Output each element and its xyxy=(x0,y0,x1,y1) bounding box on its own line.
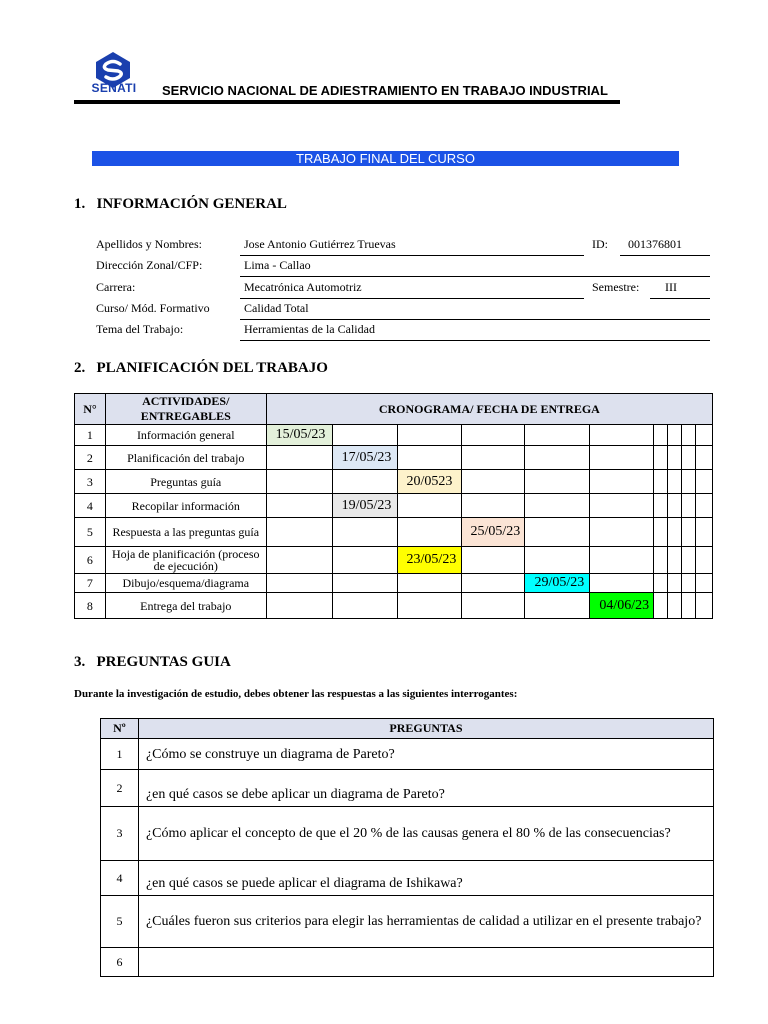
schedule-empty-cell xyxy=(332,547,397,574)
tema-label: Tema del Trabajo: xyxy=(96,322,184,336)
schedule-empty-cell xyxy=(668,547,682,574)
schedule-row-activity: Información general xyxy=(105,425,266,446)
schedule-empty-cell xyxy=(332,425,397,446)
nombres-underline xyxy=(240,255,584,256)
logo-text: SENATI xyxy=(91,81,137,95)
question-num: 2 xyxy=(101,770,139,807)
schedule-empty-cell xyxy=(654,470,668,494)
schedule-empty-cell xyxy=(682,494,696,518)
schedule-empty-cell xyxy=(696,547,713,574)
question-num: 1 xyxy=(101,739,139,770)
schedule-empty-cell xyxy=(590,574,654,593)
org-name: SERVICIO NACIONAL DE ADIESTRAMIENTO EN TRABAJO INDUSTRIAL xyxy=(162,83,608,98)
schedule-empty-cell xyxy=(525,593,590,619)
id-underline xyxy=(620,255,710,256)
schedule-empty-cell xyxy=(682,518,696,547)
schedule-empty-cell xyxy=(696,470,713,494)
schedule-row xyxy=(75,574,713,593)
question-row xyxy=(101,807,714,861)
question-num: 4 xyxy=(101,861,139,896)
schedule-date-cell: 15/05/23 xyxy=(266,425,332,446)
id-label: ID: xyxy=(592,237,608,251)
schedule-empty-cell xyxy=(397,425,461,446)
schedule-empty-cell xyxy=(525,547,590,574)
schedule-empty-cell xyxy=(397,446,461,470)
schedule-empty-cell xyxy=(668,425,682,446)
nombres-value: Jose Antonio Gutiérrez Truevas xyxy=(244,237,396,251)
schedule-row-num: 6 xyxy=(75,547,106,574)
schedule-empty-cell xyxy=(397,518,461,547)
tema-value: Herramientas de la Calidad xyxy=(244,322,375,336)
schedule-empty-cell xyxy=(682,446,696,470)
question-text: ¿Cuáles fueron sus criterios para elegir las herramientas de calidad a utilizar en el presente trabajo? xyxy=(138,896,713,948)
schedule-row-activity: Planificación del trabajo xyxy=(105,446,266,470)
schedule-empty-cell xyxy=(266,494,332,518)
schedule-date-cell: 04/06/23 xyxy=(590,593,654,619)
schedule-empty-cell xyxy=(525,446,590,470)
schedule-empty-cell xyxy=(696,593,713,619)
schedule-empty-cell xyxy=(525,518,590,547)
schedule-empty-cell xyxy=(332,574,397,593)
schedule-empty-cell xyxy=(682,574,696,593)
schedule-empty-cell xyxy=(696,425,713,446)
header-divider xyxy=(74,100,620,104)
schedule-empty-cell xyxy=(332,593,397,619)
schedule-row xyxy=(75,593,713,619)
schedule-row-num: 8 xyxy=(75,593,106,619)
questions-table xyxy=(100,718,714,977)
schedule-row-activity: Respuesta a las preguntas guía xyxy=(105,518,266,547)
schedule-empty-cell xyxy=(525,470,590,494)
carrera-label: Carrera: xyxy=(96,280,136,294)
schedule-row xyxy=(75,446,713,470)
schedule-row-num: 4 xyxy=(75,494,106,518)
schedule-empty-cell xyxy=(397,494,461,518)
schedule-row-activity: Dibujo/esquema/diagrama xyxy=(105,574,266,593)
carrera-value: Mecatrónica Automotriz xyxy=(244,280,362,294)
schedule-empty-cell xyxy=(397,593,461,619)
schedule-empty-cell xyxy=(332,470,397,494)
schedule-row xyxy=(75,547,713,574)
schedule-empty-cell xyxy=(590,446,654,470)
question-row xyxy=(101,770,714,807)
schedule-empty-cell xyxy=(590,518,654,547)
schedule-empty-cell xyxy=(654,547,668,574)
question-text: ¿en qué casos se debe aplicar un diagrama de Pareto? xyxy=(138,770,713,807)
schedule-empty-cell xyxy=(397,574,461,593)
schedule-date-cell: 20/0523 xyxy=(397,470,461,494)
schedule-empty-cell xyxy=(525,494,590,518)
schedule-empty-cell xyxy=(668,470,682,494)
zonal-label: Dirección Zonal/CFP: xyxy=(96,258,203,272)
schedule-empty-cell xyxy=(332,518,397,547)
schedule-empty-cell xyxy=(654,446,668,470)
section-3-title: 3. PREGUNTAS GUIA xyxy=(74,654,231,670)
schedule-row-num: 7 xyxy=(75,574,106,593)
schedule-empty-cell xyxy=(696,518,713,547)
schedule-empty-cell xyxy=(461,547,525,574)
schedule-empty-cell xyxy=(654,494,668,518)
schedule-empty-cell xyxy=(525,425,590,446)
schedule-row-num: 5 xyxy=(75,518,106,547)
schedule-empty-cell xyxy=(668,574,682,593)
questions-header-num: Nº xyxy=(101,719,139,739)
schedule-empty-cell xyxy=(696,574,713,593)
id-value: 001376801 xyxy=(628,237,682,251)
question-text: ¿Cómo aplicar el concepto de que el 20 % de las causas genera el 80 % de las consecuencias? xyxy=(138,807,713,861)
schedule-empty-cell xyxy=(266,547,332,574)
schedule-empty-cell xyxy=(266,470,332,494)
schedule-row xyxy=(75,518,713,547)
schedule-header-num: N° xyxy=(75,394,106,425)
schedule-empty-cell xyxy=(682,593,696,619)
question-row xyxy=(101,861,714,896)
schedule-header-activity: ACTIVIDADES/ ENTREGABLES xyxy=(105,394,266,425)
curso-value: Calidad Total xyxy=(244,301,309,315)
schedule-date-cell: 29/05/23 xyxy=(525,574,590,593)
semestre-value: III xyxy=(665,280,677,294)
question-text: ¿en qué casos se puede aplicar el diagrama de Ishikawa? xyxy=(138,861,713,896)
schedule-date-cell: 23/05/23 xyxy=(397,547,461,574)
zonal-underline xyxy=(240,276,710,277)
schedule-row-activity: Entrega del trabajo xyxy=(105,593,266,619)
schedule-empty-cell xyxy=(668,446,682,470)
section-2-title: 2. PLANIFICACIÓN DEL TRABAJO xyxy=(74,360,328,376)
schedule-empty-cell xyxy=(590,425,654,446)
schedule-empty-cell xyxy=(654,574,668,593)
question-row xyxy=(101,739,714,770)
curso-label: Curso/ Mód. Formativo xyxy=(96,301,210,315)
schedule-empty-cell xyxy=(668,518,682,547)
question-row xyxy=(101,948,714,977)
schedule-empty-cell xyxy=(266,446,332,470)
schedule-empty-cell xyxy=(266,574,332,593)
schedule-empty-cell xyxy=(266,593,332,619)
semestre-label: Semestre: xyxy=(592,280,640,294)
schedule-empty-cell xyxy=(654,518,668,547)
schedule-empty-cell xyxy=(682,547,696,574)
schedule-empty-cell xyxy=(461,470,525,494)
schedule-empty-cell xyxy=(590,470,654,494)
schedule-empty-cell xyxy=(654,593,668,619)
schedule-header-cronograma: CRONOGRAMA/ FECHA DE ENTREGA xyxy=(266,394,712,425)
schedule-row-activity: Recopilar información xyxy=(105,494,266,518)
document-title-banner: TRABAJO FINAL DEL CURSO xyxy=(92,151,679,166)
schedule-empty-cell xyxy=(682,470,696,494)
schedule-row-activity: Hoja de planificación (proceso de ejecución) xyxy=(105,547,266,574)
schedule-empty-cell xyxy=(668,593,682,619)
schedule-empty-cell xyxy=(461,494,525,518)
section-3-intro: Durante la investigación de estudio, debes obtener las respuestas a las siguientes interrogantes: xyxy=(74,688,518,700)
schedule-row-num: 1 xyxy=(75,425,106,446)
schedule-date-cell: 25/05/23 xyxy=(461,518,525,547)
schedule-empty-cell xyxy=(668,494,682,518)
tema-underline xyxy=(240,340,710,341)
schedule-row-num: 3 xyxy=(75,470,106,494)
question-num: 5 xyxy=(101,896,139,948)
schedule-empty-cell xyxy=(461,574,525,593)
schedule-empty-cell xyxy=(696,494,713,518)
zonal-value: Lima - Callao xyxy=(244,258,311,272)
schedule-empty-cell xyxy=(590,547,654,574)
schedule-row xyxy=(75,470,713,494)
carrera-underline xyxy=(240,298,584,299)
schedule-empty-cell xyxy=(590,494,654,518)
schedule-row xyxy=(75,425,713,446)
curso-underline xyxy=(240,319,710,320)
schedule-empty-cell xyxy=(461,446,525,470)
schedule-date-cell: 17/05/23 xyxy=(332,446,397,470)
schedule-empty-cell xyxy=(266,518,332,547)
question-row xyxy=(101,896,714,948)
question-num: 3 xyxy=(101,807,139,861)
section-1-title: 1. INFORMACIÓN GENERAL xyxy=(74,196,287,212)
schedule-table xyxy=(74,393,713,619)
semestre-underline xyxy=(650,298,710,299)
schedule-empty-cell xyxy=(696,446,713,470)
schedule-empty-cell xyxy=(461,593,525,619)
question-text: ¿Cómo se construye un diagrama de Pareto? xyxy=(138,739,713,770)
schedule-empty-cell xyxy=(682,425,696,446)
schedule-empty-cell xyxy=(654,425,668,446)
question-text xyxy=(138,948,713,977)
schedule-date-cell: 19/05/23 xyxy=(332,494,397,518)
schedule-row-num: 2 xyxy=(75,446,106,470)
schedule-empty-cell xyxy=(461,425,525,446)
nombres-label: Apellidos y Nombres: xyxy=(96,237,202,251)
schedule-row xyxy=(75,494,713,518)
schedule-row-activity: Preguntas guía xyxy=(105,470,266,494)
questions-header-preguntas: PREGUNTAS xyxy=(138,719,713,739)
question-num: 6 xyxy=(101,948,139,977)
